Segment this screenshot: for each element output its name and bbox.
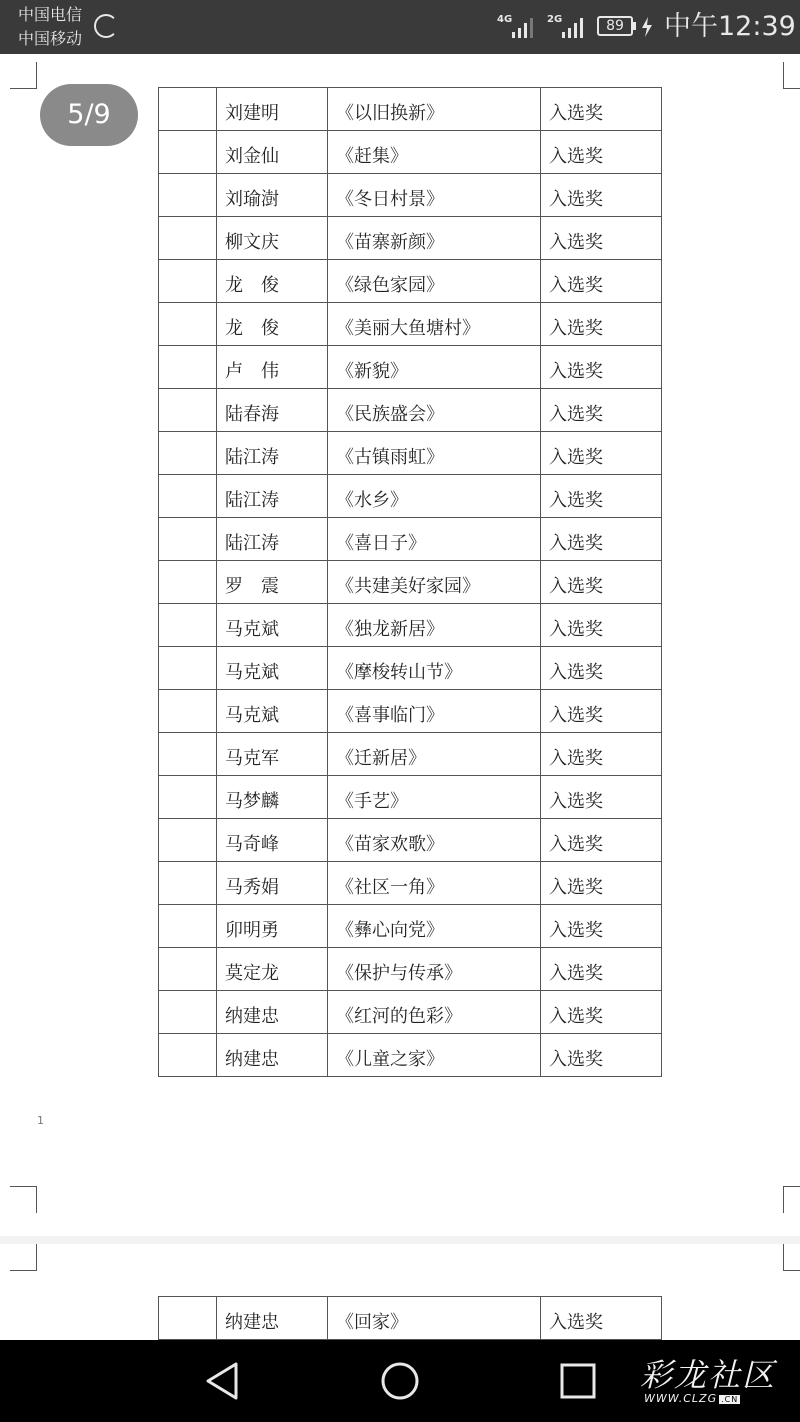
table-row — [159, 1034, 662, 1077]
awards-table-continued — [158, 1296, 662, 1340]
award-cell: 入选奖 — [541, 948, 662, 991]
title-cell: 《绿色家园》 — [328, 260, 541, 303]
document-page-next[interactable] — [0, 1244, 800, 1340]
name-cell: 陆江涛 — [217, 432, 328, 475]
status-bar — [0, 0, 800, 54]
award-cell: 入选奖 — [541, 819, 662, 862]
name-cell: 纳建忠 — [217, 1297, 328, 1340]
signal-icon — [558, 14, 588, 38]
index-cell — [159, 1297, 217, 1340]
table-row — [159, 647, 662, 690]
title-cell: 《民族盛会》 — [328, 389, 541, 432]
name-cell: 纳建忠 — [217, 991, 328, 1034]
award-cell: 入选奖 — [541, 561, 662, 604]
index-cell — [159, 346, 217, 389]
table-row — [159, 88, 662, 131]
name-cell: 马克军 — [217, 733, 328, 776]
table-row — [159, 690, 662, 733]
navigation-bar — [0, 1340, 800, 1422]
battery-tip — [633, 22, 636, 30]
name-cell: 马秀娟 — [217, 862, 328, 905]
name-cell: 马奇峰 — [217, 819, 328, 862]
table-row — [159, 389, 662, 432]
award-cell: 入选奖 — [541, 217, 662, 260]
title-cell: 《赶集》 — [328, 131, 541, 174]
index-cell — [159, 647, 217, 690]
page-number: 1 — [37, 1114, 44, 1127]
page-corner-mark — [783, 62, 800, 89]
watermark-url-main: WWW.CLZG — [644, 1392, 718, 1405]
title-cell: 《社区一角》 — [328, 862, 541, 905]
name-cell: 刘金仙 — [217, 131, 328, 174]
award-cell: 入选奖 — [541, 1034, 662, 1077]
title-cell: 《苗家欢歌》 — [328, 819, 541, 862]
title-cell: 《美丽大鱼塘村》 — [328, 303, 541, 346]
index-cell — [159, 475, 217, 518]
network-type-2: 2G — [547, 14, 563, 25]
charging-icon — [641, 17, 653, 37]
page-corner-mark — [783, 1244, 800, 1271]
name-cell: 刘瑜澍 — [217, 174, 328, 217]
signal-icon — [508, 14, 538, 38]
table-row — [159, 174, 662, 217]
page-corner-mark — [10, 1244, 37, 1271]
title-cell: 《迁新居》 — [328, 733, 541, 776]
network-type-1: 4G — [497, 14, 513, 25]
name-cell: 柳文庆 — [217, 217, 328, 260]
award-cell: 入选奖 — [541, 174, 662, 217]
award-cell: 入选奖 — [541, 733, 662, 776]
watermark-text: 彩龙社区 — [640, 1356, 777, 1394]
table-row — [159, 1297, 662, 1340]
battery-level: 89 — [606, 18, 624, 34]
index-cell — [159, 518, 217, 561]
award-cell: 入选奖 — [541, 604, 662, 647]
index-cell — [159, 389, 217, 432]
table-row — [159, 475, 662, 518]
award-cell: 入选奖 — [541, 432, 662, 475]
table-row — [159, 862, 662, 905]
award-cell: 入选奖 — [541, 88, 662, 131]
title-cell: 《保护与传承》 — [328, 948, 541, 991]
index-cell — [159, 217, 217, 260]
name-cell: 龙 俊 — [217, 260, 328, 303]
title-cell: 《以旧换新》 — [328, 88, 541, 131]
watermark-url-suffix: .CN — [721, 1395, 739, 1404]
award-cell: 入选奖 — [541, 1297, 662, 1340]
index-cell — [159, 604, 217, 647]
page-corner-mark — [783, 1186, 800, 1213]
award-cell: 入选奖 — [541, 518, 662, 561]
award-cell: 入选奖 — [541, 991, 662, 1034]
name-cell: 陆江涛 — [217, 518, 328, 561]
table-row — [159, 303, 662, 346]
watermark-logo — [636, 1350, 786, 1412]
index-cell — [159, 819, 217, 862]
name-cell: 马梦麟 — [217, 776, 328, 819]
name-cell: 马克斌 — [217, 604, 328, 647]
award-cell: 入选奖 — [541, 862, 662, 905]
loading-icon — [94, 14, 118, 38]
clock: 中午12:39 — [664, 11, 796, 42]
award-cell: 入选奖 — [541, 475, 662, 518]
recent-square-icon[interactable] — [556, 1360, 600, 1402]
page-corner-mark — [10, 62, 37, 89]
award-cell: 入选奖 — [541, 303, 662, 346]
page-corner-mark — [10, 1186, 37, 1213]
table-row — [159, 432, 662, 475]
title-cell: 《红河的色彩》 — [328, 991, 541, 1034]
index-cell — [159, 260, 217, 303]
name-cell: 陆江涛 — [217, 475, 328, 518]
name-cell: 罗 震 — [217, 561, 328, 604]
table-row — [159, 604, 662, 647]
back-triangle-icon[interactable] — [200, 1360, 244, 1402]
table-row — [159, 346, 662, 389]
title-cell: 《手艺》 — [328, 776, 541, 819]
index-cell — [159, 948, 217, 991]
table-row — [159, 733, 662, 776]
name-cell: 纳建忠 — [217, 1034, 328, 1077]
page-indicator: 5/9 — [40, 84, 138, 146]
carrier-secondary: 中国移动 — [18, 29, 83, 48]
index-cell — [159, 690, 217, 733]
battery-icon — [597, 16, 633, 36]
table-row — [159, 991, 662, 1034]
title-cell: 《喜日子》 — [328, 518, 541, 561]
name-cell: 马克斌 — [217, 690, 328, 733]
title-cell: 《苗寨新颜》 — [328, 217, 541, 260]
awards-table — [158, 87, 662, 1077]
index-cell — [159, 905, 217, 948]
table-row — [159, 561, 662, 604]
table-row — [159, 948, 662, 991]
table-row — [159, 776, 662, 819]
table-row — [159, 217, 662, 260]
title-cell: 《新貌》 — [328, 346, 541, 389]
name-cell: 陆春海 — [217, 389, 328, 432]
index-cell — [159, 733, 217, 776]
title-cell: 《儿童之家》 — [328, 1034, 541, 1077]
index-cell — [159, 862, 217, 905]
index-cell — [159, 561, 217, 604]
document-page[interactable] — [0, 54, 800, 1236]
index-cell — [159, 303, 217, 346]
title-cell: 《共建美好家园》 — [328, 561, 541, 604]
table-row — [159, 260, 662, 303]
title-cell: 《水乡》 — [328, 475, 541, 518]
table-row — [159, 518, 662, 561]
name-cell: 马克斌 — [217, 647, 328, 690]
award-cell: 入选奖 — [541, 131, 662, 174]
index-cell — [159, 1034, 217, 1077]
home-circle-icon[interactable] — [378, 1360, 422, 1402]
title-cell: 《摩梭转山节》 — [328, 647, 541, 690]
index-cell — [159, 174, 217, 217]
award-cell: 入选奖 — [541, 905, 662, 948]
name-cell: 龙 俊 — [217, 303, 328, 346]
name-cell: 刘建明 — [217, 88, 328, 131]
award-cell: 入选奖 — [541, 389, 662, 432]
table-row — [159, 819, 662, 862]
index-cell — [159, 432, 217, 475]
table-row — [159, 131, 662, 174]
index-cell — [159, 88, 217, 131]
title-cell: 《彝心向党》 — [328, 905, 541, 948]
index-cell — [159, 131, 217, 174]
award-cell: 入选奖 — [541, 346, 662, 389]
title-cell: 《独龙新居》 — [328, 604, 541, 647]
award-cell: 入选奖 — [541, 647, 662, 690]
award-cell: 入选奖 — [541, 690, 662, 733]
watermark-url — [644, 1392, 740, 1405]
title-cell: 《喜事临门》 — [328, 690, 541, 733]
index-cell — [159, 776, 217, 819]
name-cell: 卢 伟 — [217, 346, 328, 389]
title-cell: 《古镇雨虹》 — [328, 432, 541, 475]
carrier-primary: 中国电信 — [18, 5, 83, 24]
title-cell: 《回家》 — [328, 1297, 541, 1340]
name-cell: 卯明勇 — [217, 905, 328, 948]
index-cell — [159, 991, 217, 1034]
award-cell: 入选奖 — [541, 260, 662, 303]
title-cell: 《冬日村景》 — [328, 174, 541, 217]
table-row — [159, 905, 662, 948]
award-cell: 入选奖 — [541, 776, 662, 819]
name-cell: 莫定龙 — [217, 948, 328, 991]
